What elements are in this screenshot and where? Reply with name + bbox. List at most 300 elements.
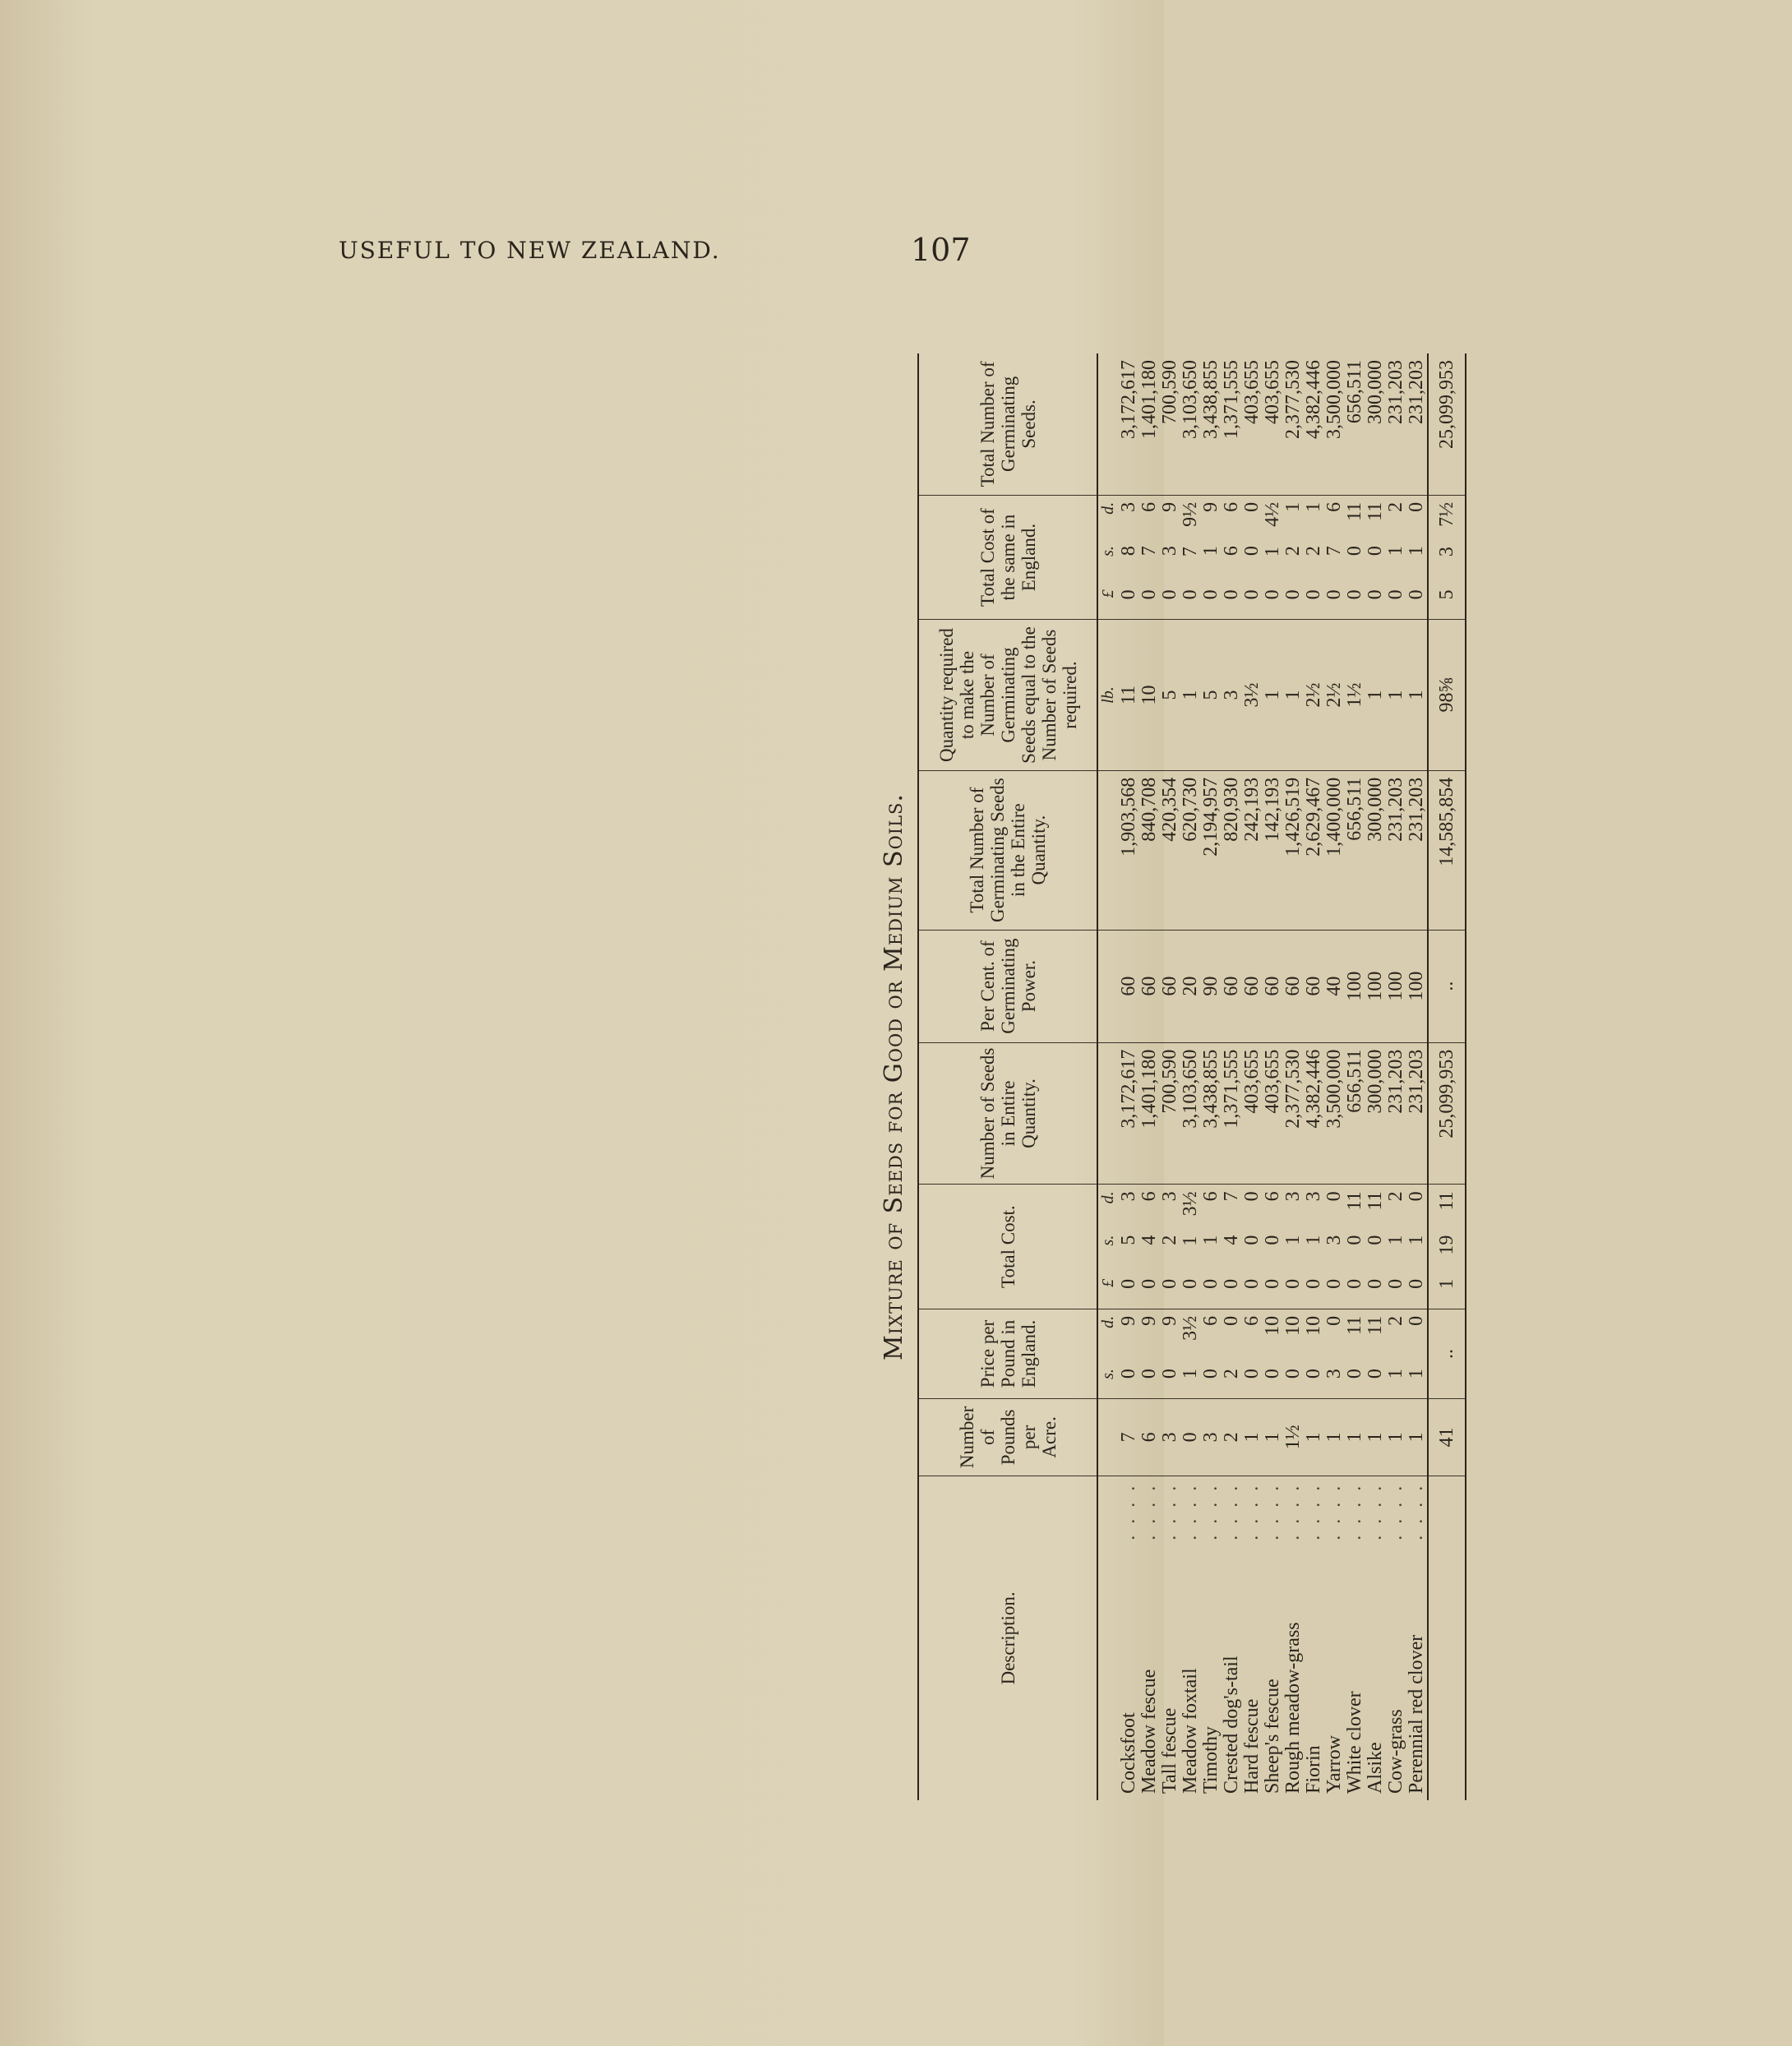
cost2-shillings: 8: [1118, 546, 1139, 557]
leader-dots: . . . .: [1406, 1482, 1427, 1540]
row-cost: [1201, 1185, 1222, 1309]
price-s: 0: [1365, 1369, 1386, 1379]
row-total: 403,655: [1263, 353, 1283, 495]
units-cell: [1097, 930, 1119, 1042]
price-s: 1: [1385, 1369, 1406, 1379]
row-seeds: 231,203: [1406, 1042, 1428, 1185]
cost2-pounds: 0: [1344, 589, 1365, 600]
seed-name: Cow-grass: [1385, 1709, 1406, 1794]
price-d: 0: [1323, 1315, 1345, 1326]
cost2-pounds: 0: [1118, 589, 1139, 600]
cost2-shillings: 7: [1138, 546, 1160, 557]
row-lbs: 2: [1222, 1399, 1242, 1476]
seed-name: Alsike: [1365, 1742, 1386, 1794]
row-cost-required: [1406, 495, 1428, 620]
cost2-pence: 6: [1138, 501, 1160, 512]
row-total: 4,382,446: [1304, 353, 1324, 495]
cost2-pounds: 0: [1138, 589, 1160, 600]
cost2-pounds: 0: [1323, 589, 1345, 600]
cost2-pence: 9: [1159, 501, 1180, 512]
cost2-shillings: 6: [1221, 546, 1242, 557]
price-d: 0: [1406, 1315, 1427, 1326]
total-cost2-shillings: 3: [1435, 547, 1457, 557]
row-cost-required: [1180, 495, 1201, 620]
table-row: [1119, 353, 1139, 1800]
cost-shillings: 0: [1344, 1235, 1365, 1245]
table-row: [1160, 353, 1180, 1800]
row-total: 231,203: [1386, 353, 1406, 495]
cost2-shillings: 1: [1262, 547, 1283, 557]
cost2-pounds: 0: [1241, 589, 1263, 600]
row-pct: 40: [1324, 930, 1345, 1042]
seed-name: Fiorin: [1303, 1745, 1324, 1794]
leader-dots: . . . .: [1241, 1482, 1263, 1540]
row-qty: 3: [1222, 620, 1242, 770]
row-total: 403,655: [1242, 353, 1263, 495]
cost-shillings: 0: [1262, 1235, 1283, 1245]
seed-name: Perennial red clover: [1406, 1634, 1427, 1794]
seed-name: Meadow fescue: [1138, 1669, 1160, 1794]
cost2-pounds: 0: [1406, 589, 1427, 600]
cost-pounds: 0: [1200, 1278, 1222, 1289]
row-price: [1324, 1309, 1345, 1398]
price-d: 10: [1303, 1315, 1324, 1336]
row-germ: 656,511: [1345, 770, 1365, 930]
cost-shillings: 4: [1138, 1235, 1160, 1245]
row-total: 2,377,530: [1283, 353, 1304, 495]
total-seeds: 25,099,953: [1428, 1042, 1466, 1185]
col-description: Description.: [918, 1476, 1097, 1800]
row-lbs: 1: [1406, 1399, 1428, 1476]
row-lbs: 1½: [1283, 1399, 1304, 1476]
row-pct: 60: [1119, 930, 1139, 1042]
row-germ: 840,708: [1139, 770, 1160, 930]
seed-name: Timothy: [1200, 1726, 1222, 1794]
row-cost: [1139, 1185, 1160, 1309]
row-germ: 2,194,957: [1201, 770, 1222, 930]
row-cost: [1222, 1185, 1242, 1309]
cost2-pence: 4½: [1262, 501, 1283, 527]
table-row: [1406, 353, 1428, 1800]
price-d: 6: [1241, 1315, 1263, 1326]
row-pct: 60: [1160, 930, 1180, 1042]
row-lbs: 3: [1160, 1399, 1180, 1476]
total-cost-required: [1428, 495, 1466, 620]
cost-shillings: 2: [1159, 1235, 1180, 1245]
price-s: 0: [1241, 1369, 1263, 1379]
row-seeds: 300,000: [1365, 1042, 1386, 1185]
row-description: [1324, 1476, 1345, 1800]
row-description: [1222, 1476, 1242, 1800]
cost-shillings: 4: [1221, 1235, 1242, 1245]
totals-row: [1428, 353, 1466, 1800]
table-row: [1263, 353, 1283, 1800]
seed-mixture-table: [917, 353, 1466, 1800]
cost2-shillings: 1: [1200, 546, 1222, 557]
row-pct: 60: [1263, 930, 1283, 1042]
seed-name: Tall fescue: [1159, 1707, 1180, 1794]
col-pounds-per-acre: Number of Pounds per Acre.: [918, 1399, 1097, 1476]
cost-pence: 3: [1118, 1191, 1139, 1202]
cost-shillings: 1: [1200, 1235, 1222, 1245]
table-header-row: [918, 353, 1097, 1800]
row-pct: 20: [1180, 930, 1201, 1042]
units-cell: lb.: [1097, 620, 1119, 770]
running-title: USEFUL TO NEW ZEALAND.: [339, 237, 721, 264]
price-s: 0: [1282, 1369, 1304, 1379]
cost-pence: 3: [1303, 1191, 1324, 1202]
seed-name: White clover: [1344, 1691, 1365, 1794]
cost2-shillings: 2: [1282, 546, 1304, 557]
cost-pounds: 0: [1282, 1278, 1304, 1289]
seed-name: Sheep's fescue: [1262, 1679, 1283, 1794]
cost2-pounds: 0: [1262, 589, 1283, 600]
row-cost-required: [1263, 495, 1283, 620]
cost2-pence: 0: [1406, 501, 1427, 512]
table-row: [1201, 353, 1222, 1800]
price-s: 0: [1138, 1369, 1160, 1379]
cost2-pounds: 0: [1180, 589, 1201, 600]
cost-pounds: 0: [1138, 1278, 1160, 1289]
row-cost-required: [1222, 495, 1242, 620]
col-quantity-required: Quantity required to make the Number of Germinating Seeds equal to the Number of Seeds required.: [918, 620, 1097, 770]
row-germ: 1,426,519: [1283, 770, 1304, 930]
cost-pounds: 0: [1385, 1278, 1406, 1289]
row-lbs: 1: [1345, 1399, 1365, 1476]
total-cost-pounds: 1: [1435, 1278, 1457, 1289]
row-cost-required: [1386, 495, 1406, 620]
table-row: [1283, 353, 1304, 1800]
cost2-pence: 9: [1200, 501, 1222, 512]
seed-name: Hard fescue: [1241, 1698, 1263, 1794]
cost2-shillings: 1: [1406, 546, 1427, 557]
row-cost-required: [1324, 495, 1345, 620]
leader-dots: . . . .: [1262, 1482, 1283, 1540]
unit-s: s.: [1099, 546, 1117, 557]
row-total: 3,172,617: [1119, 353, 1139, 495]
leader-dots: . . . .: [1385, 1482, 1406, 1540]
col-germinating-seeds: Total Number of Germinating Seeds in the Entire Quantity.: [918, 770, 1097, 930]
price-d: 9: [1159, 1315, 1180, 1326]
row-seeds: 656,511: [1345, 1042, 1365, 1185]
row-description: [1242, 1476, 1263, 1800]
price-d: 9: [1138, 1315, 1160, 1326]
row-qty: 5: [1201, 620, 1222, 770]
table-row: [1304, 353, 1324, 1800]
col-total-germinating: Total Number of Germinating Seeds.: [918, 353, 1097, 495]
table-row: [1345, 353, 1365, 1800]
row-qty: 10: [1139, 620, 1160, 770]
row-lbs: 1: [1386, 1399, 1406, 1476]
cost-pounds: 0: [1180, 1278, 1201, 1289]
row-description: [1180, 1476, 1201, 1800]
cost-shillings: 1: [1303, 1235, 1324, 1245]
row-pct: 60: [1283, 930, 1304, 1042]
cost-pence: 2: [1385, 1191, 1406, 1202]
price-s: 0: [1303, 1369, 1324, 1379]
units-cell: [1097, 1309, 1119, 1398]
row-description: [1365, 1476, 1386, 1800]
total-germ: 14,585,854: [1428, 770, 1466, 930]
row-pct: 60: [1304, 930, 1324, 1042]
row-total: 1,401,180: [1139, 353, 1160, 495]
page-number: 107: [911, 232, 971, 268]
seed-name: Cocksfoot: [1118, 1712, 1139, 1794]
leader-dots: . . . .: [1344, 1482, 1365, 1540]
row-description: [1263, 1476, 1283, 1800]
units-cell: [1097, 1185, 1119, 1309]
row-price: [1263, 1309, 1283, 1398]
cost2-pounds: 0: [1200, 589, 1222, 600]
cost-pounds: 0: [1159, 1278, 1180, 1289]
row-cost-required: [1365, 495, 1386, 620]
cost-pence: 0: [1323, 1191, 1345, 1202]
total-cost-shillings: 19: [1435, 1235, 1457, 1255]
row-qty: 2½: [1324, 620, 1345, 770]
row-qty: 1: [1263, 620, 1283, 770]
total-lbs: 41: [1428, 1399, 1466, 1476]
units-cell: [1097, 770, 1119, 930]
unit-d: d.: [1099, 1315, 1117, 1328]
cost-shillings: 1: [1406, 1235, 1427, 1245]
leader-dots: . . . .: [1221, 1482, 1242, 1540]
row-lbs: 6: [1139, 1399, 1160, 1476]
cost2-pounds: 0: [1282, 589, 1304, 600]
table-row: [1365, 353, 1386, 1800]
row-price: [1345, 1309, 1365, 1398]
unit-s: s.: [1099, 1235, 1117, 1246]
row-cost: [1180, 1185, 1201, 1309]
row-price: [1139, 1309, 1160, 1398]
cost-pence: 3: [1282, 1191, 1304, 1202]
row-germ: 300,000: [1365, 770, 1386, 930]
units-row: [1097, 353, 1119, 1800]
row-germ: 1,903,568: [1119, 770, 1139, 930]
total-qty: 98⅝: [1428, 620, 1466, 770]
units-cell: [1097, 1399, 1119, 1476]
seed-name: Meadow foxtail: [1180, 1668, 1201, 1794]
cost-pounds: 0: [1262, 1278, 1283, 1289]
row-cost: [1386, 1185, 1406, 1309]
row-germ: 820,930: [1222, 770, 1242, 930]
cost2-pounds: 0: [1303, 589, 1324, 600]
price-d: 11: [1344, 1315, 1365, 1336]
row-pct: 100: [1386, 930, 1406, 1042]
cost-pence: 11: [1365, 1191, 1386, 1211]
price-s: 0: [1344, 1369, 1365, 1379]
col-cost-required: Total Cost of the same in England.: [918, 495, 1097, 620]
row-seeds: 4,382,446: [1304, 1042, 1324, 1185]
table-row: [1222, 353, 1242, 1800]
row-total: 231,203: [1406, 353, 1428, 495]
row-seeds: 403,655: [1242, 1042, 1263, 1185]
row-pct: 100: [1406, 930, 1428, 1042]
seed-name: Crested dog's-tail: [1221, 1656, 1242, 1794]
row-lbs: 1: [1263, 1399, 1283, 1476]
leader-dots: . . . .: [1138, 1482, 1160, 1540]
row-germ: 231,203: [1406, 770, 1428, 930]
table-body: [1097, 353, 1428, 1800]
cost-pence: 7: [1221, 1191, 1242, 1202]
row-total: 700,590: [1160, 353, 1180, 495]
cost-pounds: 0: [1118, 1278, 1139, 1289]
row-cost-required: [1345, 495, 1365, 620]
cost-shillings: 5: [1118, 1235, 1139, 1245]
unit-d: d.: [1099, 501, 1117, 515]
row-germ: 1,400,000: [1324, 770, 1345, 930]
cost-shillings: 0: [1365, 1235, 1386, 1245]
cost2-pence: 1: [1303, 501, 1324, 512]
row-description: [1201, 1476, 1222, 1800]
row-germ: 620,730: [1180, 770, 1201, 930]
table-row: [1324, 353, 1345, 1800]
cost2-shillings: 3: [1159, 546, 1180, 557]
total-cost2-pounds: 5: [1435, 589, 1457, 600]
row-cost: [1345, 1185, 1365, 1309]
cost-shillings: 1: [1282, 1235, 1304, 1245]
row-cost-required: [1139, 495, 1160, 620]
row-qty: 5: [1160, 620, 1180, 770]
col-price: Price per Pound in England.: [918, 1309, 1097, 1398]
row-description: [1119, 1476, 1139, 1800]
row-description: [1304, 1476, 1324, 1800]
row-seeds: 1,371,555: [1222, 1042, 1242, 1185]
row-lbs: 1: [1365, 1399, 1386, 1476]
leader-dots: . . . .: [1159, 1482, 1180, 1540]
price-d: 10: [1262, 1315, 1283, 1336]
price-d: 10: [1282, 1315, 1304, 1336]
row-total: 3,103,650: [1180, 353, 1201, 495]
cost-shillings: 3: [1323, 1235, 1345, 1245]
row-description: [1139, 1476, 1160, 1800]
row-germ: 2,629,467: [1304, 770, 1324, 930]
price-s: 0: [1159, 1369, 1180, 1379]
row-cost: [1304, 1185, 1324, 1309]
row-qty: 1½: [1345, 620, 1365, 770]
row-description: [1406, 1476, 1428, 1800]
cost-pence: 0: [1241, 1191, 1263, 1202]
row-seeds: 1,401,180: [1139, 1042, 1160, 1185]
table-row: [1386, 353, 1406, 1800]
cost2-shillings: 7: [1180, 547, 1201, 557]
cost2-pounds: 0: [1365, 589, 1386, 600]
row-cost: [1406, 1185, 1428, 1309]
row-seeds: 2,377,530: [1283, 1042, 1304, 1185]
row-cost-required: [1119, 495, 1139, 620]
row-price: [1180, 1309, 1201, 1398]
unit-d: d.: [1099, 1191, 1117, 1204]
row-cost: [1283, 1185, 1304, 1309]
cost-pounds: 0: [1221, 1278, 1242, 1289]
leader-dots: . . . .: [1118, 1482, 1139, 1540]
price-s: 1: [1180, 1369, 1201, 1379]
row-germ: 142,193: [1263, 770, 1283, 930]
price-d: 6: [1200, 1315, 1222, 1326]
cost-pounds: 0: [1365, 1278, 1386, 1289]
leader-dots: . . . .: [1180, 1482, 1201, 1540]
row-seeds: 3,438,855: [1201, 1042, 1222, 1185]
row-lbs: 0: [1180, 1399, 1201, 1476]
row-cost: [1324, 1185, 1345, 1309]
row-description: [1386, 1476, 1406, 1800]
price-d: 0: [1221, 1315, 1242, 1326]
cost-pence: 6: [1262, 1191, 1283, 1202]
price-s: 3: [1323, 1369, 1345, 1379]
row-price: [1160, 1309, 1180, 1398]
cost2-pence: 9½: [1180, 501, 1201, 527]
row-cost-required: [1160, 495, 1180, 620]
cost2-shillings: 0: [1344, 546, 1365, 557]
row-qty: 1: [1180, 620, 1201, 770]
row-cost-required: [1283, 495, 1304, 620]
cost-shillings: 1: [1180, 1235, 1201, 1246]
cost2-pounds: 0: [1159, 589, 1180, 600]
table-row: [1242, 353, 1263, 1800]
units-cell: [1097, 353, 1119, 495]
cost2-pence: 6: [1221, 501, 1242, 512]
seed-name: Rough meadow-grass: [1282, 1622, 1304, 1794]
row-cost: [1242, 1185, 1263, 1309]
row-cost-required: [1242, 495, 1263, 620]
leader-dots: . . . .: [1365, 1482, 1386, 1540]
cost2-shillings: 1: [1385, 546, 1406, 557]
cost-pounds: 0: [1303, 1278, 1324, 1289]
cost-shillings: 1: [1385, 1235, 1406, 1245]
price-s: 1: [1406, 1369, 1427, 1379]
row-qty: 1: [1386, 620, 1406, 770]
row-price: [1304, 1309, 1324, 1398]
row-price: [1119, 1309, 1139, 1398]
row-cost-required: [1304, 495, 1324, 620]
total-cost: [1428, 1185, 1466, 1309]
unit-pound: £: [1099, 589, 1117, 598]
row-total: 300,000: [1365, 353, 1386, 495]
row-germ: 231,203: [1386, 770, 1406, 930]
row-cost: [1160, 1185, 1180, 1309]
cost2-pence: 2: [1385, 501, 1406, 512]
leader-dots: . . . .: [1282, 1482, 1304, 1540]
cost2-shillings: 0: [1365, 546, 1386, 557]
price-s: 2: [1221, 1369, 1242, 1379]
cost2-shillings: 0: [1241, 546, 1263, 557]
price-d: 2: [1385, 1315, 1406, 1326]
row-qty: 1: [1406, 620, 1428, 770]
row-cost-required: [1201, 495, 1222, 620]
cost-pence: 6: [1138, 1191, 1160, 1202]
row-price: [1283, 1309, 1304, 1398]
cost2-shillings: 2: [1303, 546, 1324, 557]
row-seeds: 3,500,000: [1324, 1042, 1345, 1185]
row-price: [1201, 1309, 1222, 1398]
total-price: ..: [1428, 1309, 1466, 1398]
price-d: 11: [1365, 1315, 1386, 1336]
row-qty: 11: [1119, 620, 1139, 770]
row-cost: [1119, 1185, 1139, 1309]
units-cell: [1097, 495, 1119, 620]
table-row: [1180, 353, 1201, 1800]
cost-shillings: 0: [1241, 1235, 1263, 1245]
total-pct: ..: [1428, 930, 1466, 1042]
leader-dots: . . . .: [1200, 1482, 1222, 1540]
cost2-pence: 3: [1118, 501, 1139, 512]
row-pct: 60: [1222, 930, 1242, 1042]
col-total-cost: Total Cost.: [918, 1185, 1097, 1309]
row-pct: 100: [1345, 930, 1365, 1042]
cost-pounds: 0: [1241, 1278, 1263, 1289]
row-lbs: 1: [1304, 1399, 1324, 1476]
table-row: [1139, 353, 1160, 1800]
row-seeds: 3,103,650: [1180, 1042, 1201, 1185]
